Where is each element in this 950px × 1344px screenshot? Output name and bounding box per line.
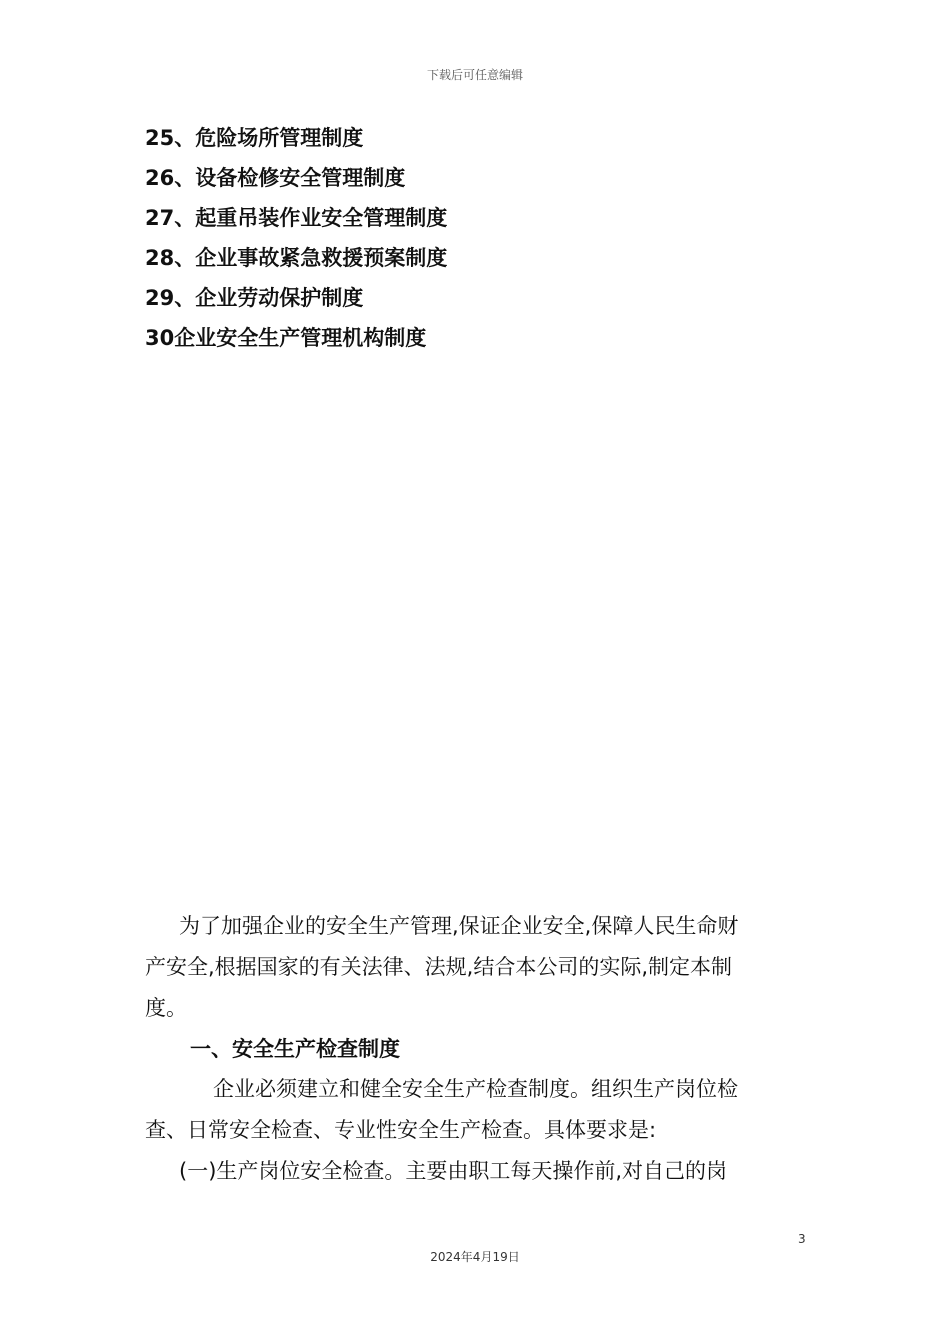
intro-line: 度。 xyxy=(145,996,187,1020)
section-title: 一、安全生产检查制度 xyxy=(190,1037,400,1061)
toc-item: 28、企业事故紧急救援预案制度 xyxy=(145,246,448,270)
document-body xyxy=(145,906,805,1192)
intro-line: 为了加强企业的安全生产管理,保证企业安全,保障人民生命财 xyxy=(179,914,739,938)
footer-date: 2024年4月19日 xyxy=(430,1250,520,1264)
toc-item: 27、起重吊装作业安全管理制度 xyxy=(145,206,448,230)
page-header: 下载后可任意编辑 xyxy=(426,68,523,82)
toc-item: 30企业安全生产管理机构制度 xyxy=(145,326,427,350)
toc-item: 29、企业劳动保护制度 xyxy=(145,286,364,310)
section-line: 企业必须建立和健全安全生产检查制度。组织生产岗位检 xyxy=(213,1077,738,1101)
toc-item: 26、设备检修安全管理制度 xyxy=(145,166,406,190)
toc-item: 25、危险场所管理制度 xyxy=(145,126,364,150)
sub-section-line: (一)生产岗位安全检查。主要由职工每天操作前,对自己的岗 xyxy=(179,1159,728,1183)
page-number: 3 xyxy=(798,1232,806,1246)
intro-line: 产安全,根据国家的有关法律、法规,结合本公司的实际,制定本制 xyxy=(145,955,733,979)
section-line: 查、日常安全检查、专业性安全生产检查。具体要求是: xyxy=(145,1118,657,1142)
toc-list xyxy=(145,120,805,360)
